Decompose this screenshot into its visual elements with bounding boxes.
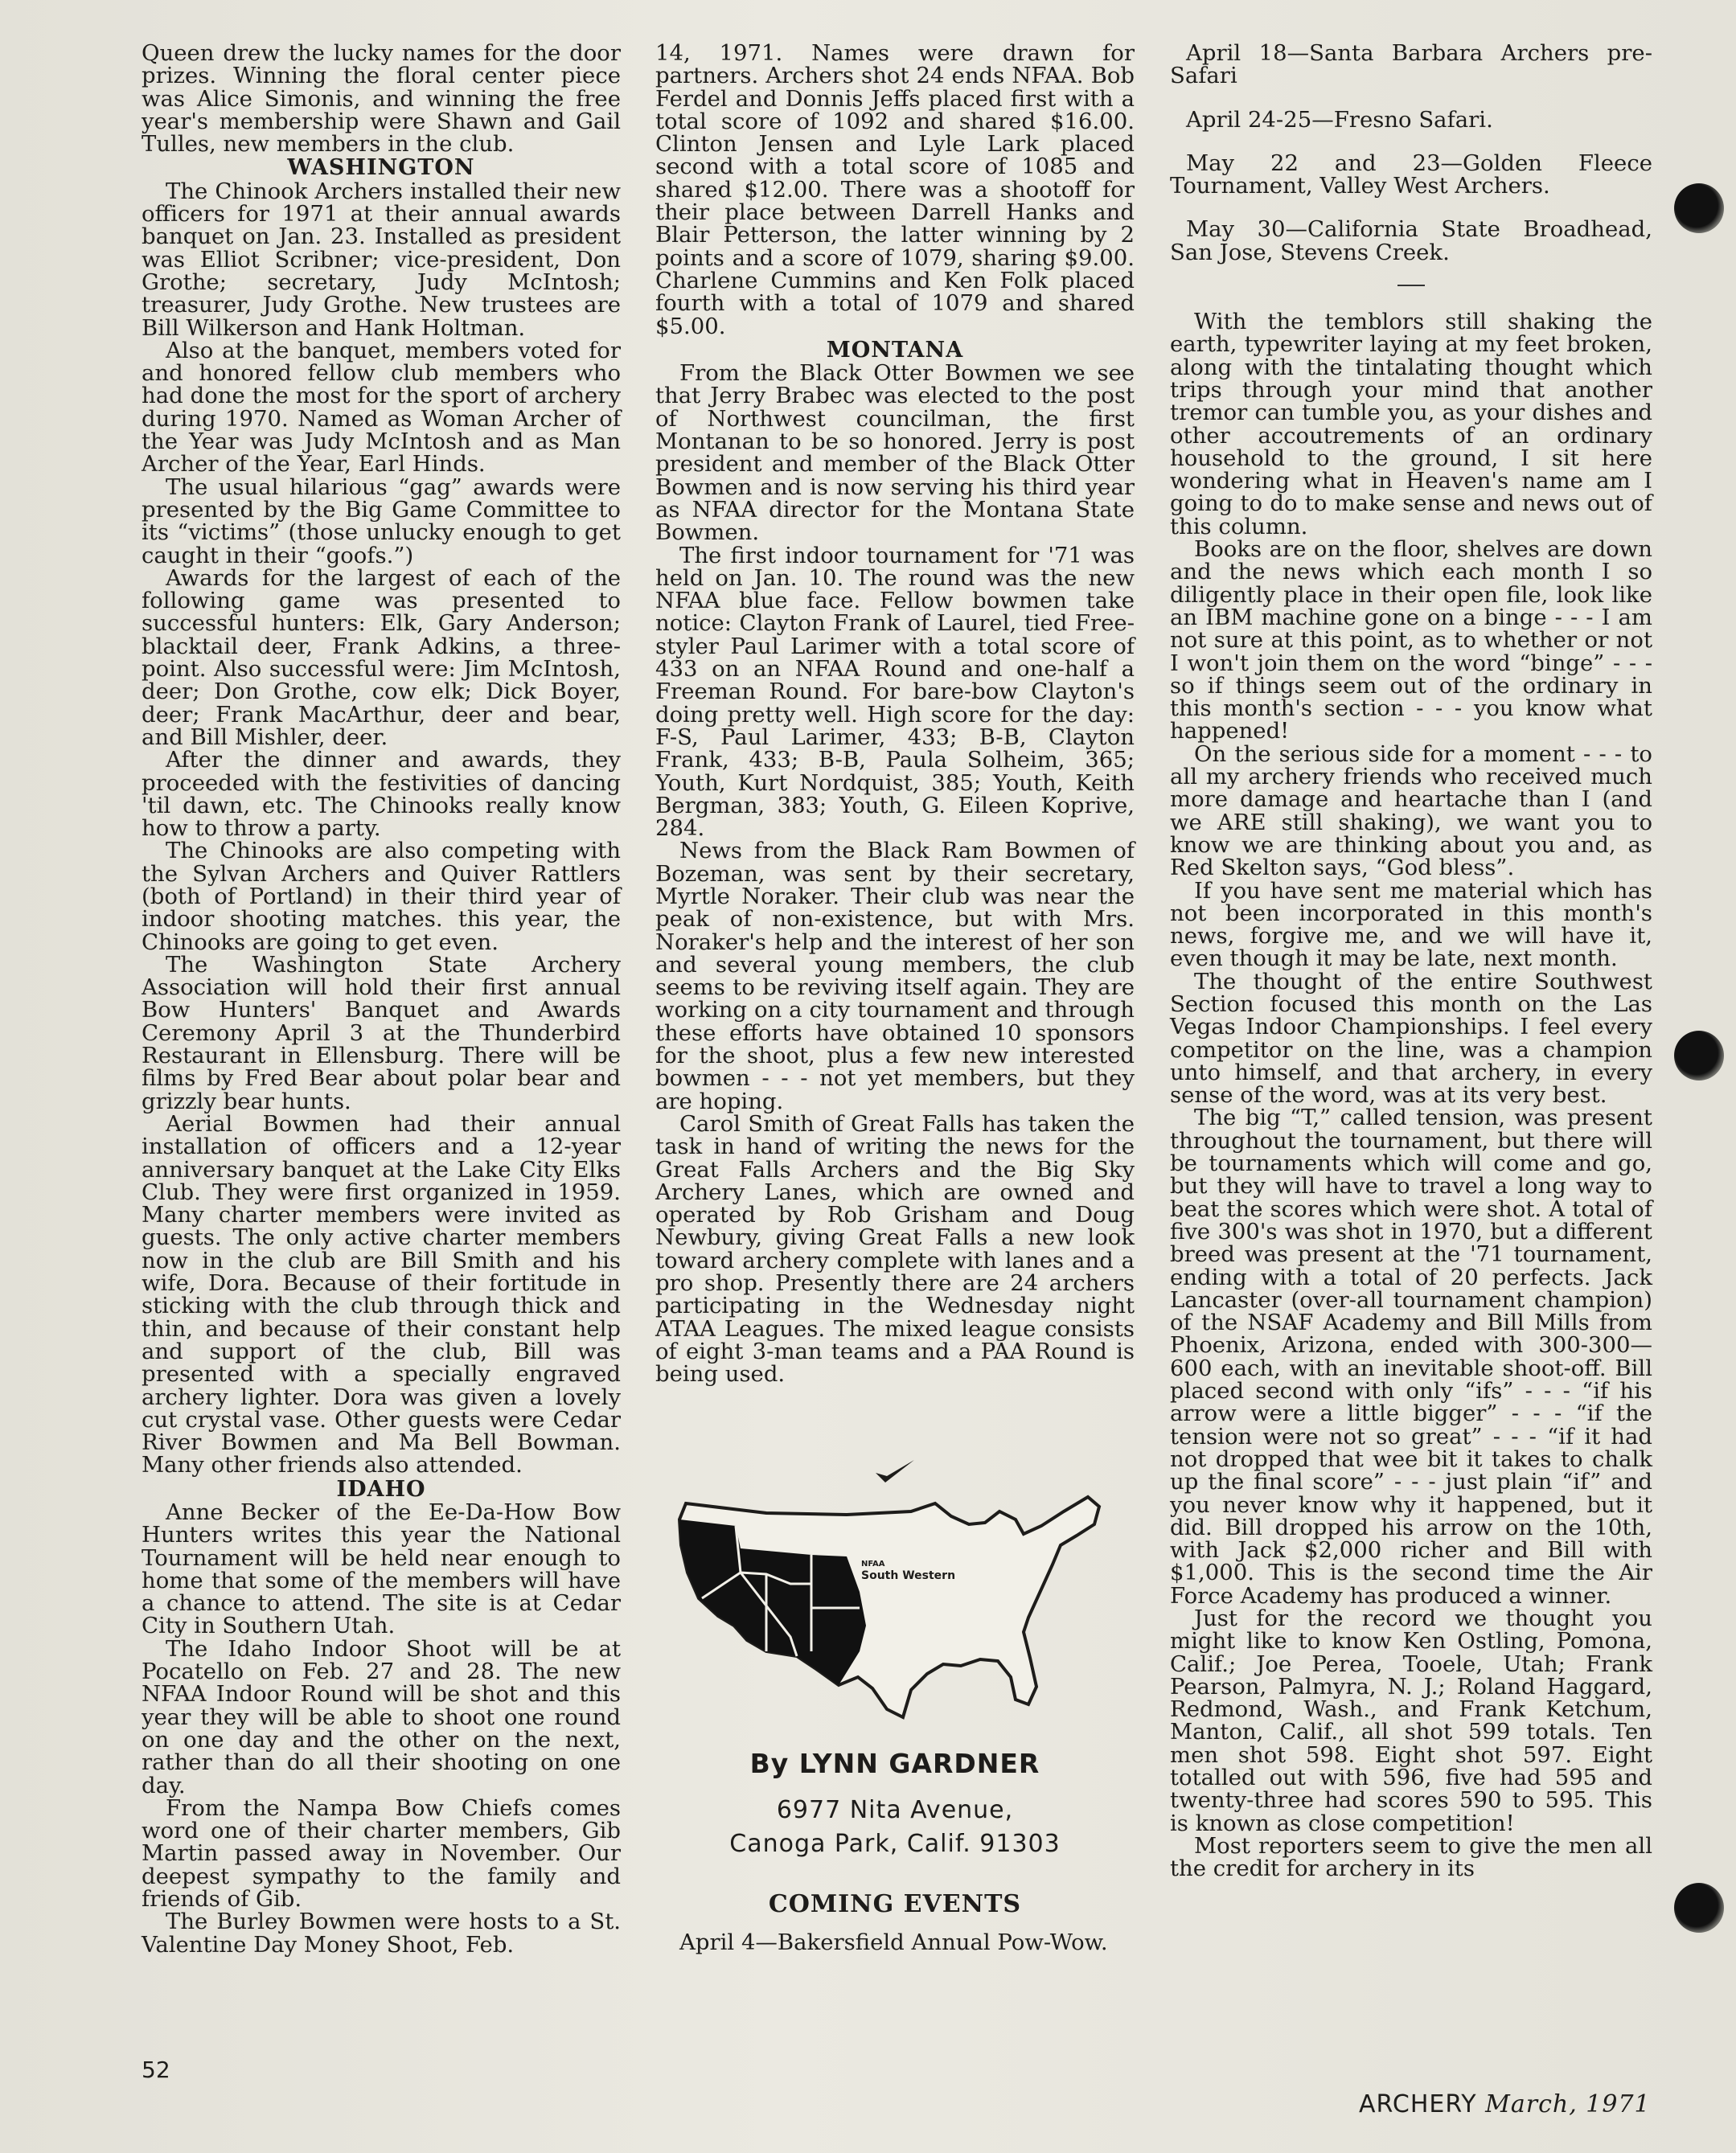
column-2 (655, 42, 1135, 1386)
author-byline: By LYNN GARDNER (749, 1748, 1040, 1779)
map-label-southwestern: South Western (861, 1569, 956, 1582)
section-divider (1397, 285, 1425, 286)
paragraph: 14, 1971. Names were drawn for partners. Archers shot 24 ends NFAA. Bob Ferdel and Donnis Jeffs placed first with a total score of 1092 and shared $16.00. Clinton Jensen and Lyle Lark placed second with a total score of 1085 and shared $12.00. There was a shootoff for their place between Darrell Hanks and Blair Petterson, the latter winning by 2 points and a score of 1079, sharing $9.00. Charlene Cummins and Ken Folk placed fourth with a total of 1079 and shared $5.00. (655, 40, 1135, 339)
paragraph: The Idaho Indoor Shoot will be at Pocatello on Feb. 27 and 28. The new NFAA Indoor Round will be shot and this year they will be able to shoot one round on one day and the other on the next, rather than do all their shooting on one day. (142, 1635, 621, 1798)
paragraph: The Washington State Archery Association will hold their first annual Bow Hunters' Banquet and Awards Ceremony April 3 at the Thunderbird Restaurant in Ellensburg. There will be films by Fred Bear about polar bear and grizzly bear hunts. (142, 951, 621, 1114)
paragraph: Books are on the floor, shelves are down and the news which each month I so diligently place in their open file, look like an IBM machine gone on a binge - - - I am not sure at this point, as to whether or not I won't join them on the word “binge” - - - so if things seem out of the ordinary in this month's section - - - you know what happened! (1170, 536, 1652, 744)
event-item: May 30—California State Broadhead, San Jose, Stevens Creek. (1170, 216, 1652, 265)
author-address (655, 1794, 1135, 1861)
paragraph: News from the Black Ram Bowmen of Bozeman, was sent by their secretary, Myrtle Noraker. Their club was near the peak of non-existence, but with Mrs. Noraker's help and the interest of her son and several young members, the club seems to be reviving itself again. They are working on a city tournament and through these efforts have obtained 10 sponsors for the shoot, plus a few new interested bowmen - - - not yet members, but they are hoping. (655, 838, 1135, 1114)
coming-events-heading: COMING EVENTS (768, 1890, 1022, 1918)
paragraph: The big “T,” called tension, was present throughout the tournament, but there will be tournaments which will come and go, but they will have to travel a long way to beat the scores which were shot. A total of five 300's was shot in 1970, but a different breed was present at the '71 tournament, ending with a total of 20 perfects. Jack Lancaster (over-all tournament champion) of the NSAF Academy and Bill Mills from Phoenix, Arizona, ended with 300-300—600 each, with an inevitable shoot-off. Bill placed second with only “ifs” - - - “if his arrow were a little bigger” - - - “if the tension were not so great” - - - “if it had not dropped that wee bit it takes to chalk up the final score” - - - just plain “if” and you never know why it happened, but it did. Bill dropped his arrow on the 10th, with Jack $2,000 richer and Bill with $1,000. This is the second time the Air Force Academy has produced a winner. (1170, 1105, 1652, 1609)
magazine-name: ARCHERY (1359, 2090, 1477, 2118)
paragraph: The thought of the entire Southwest Section focused this month on the Las Vegas Indoor Championships. I feel every competitor on the line, was a champion unto himself, and that archery, in every sense of the word, was at its very best. (1170, 968, 1652, 1109)
paragraph: The Chinook Archers installed their new officers for 1971 at their annual awards banquet on Jan. 23. Installed as president was Elliot Scribner; vice-president, Don Grothe; secretary, Judy McIntosh; treasurer, Judy Grothe. New trustees are Bill Wilkerson and Hank Holtman. (142, 178, 621, 341)
paragraph: The first indoor tournament for '71 was held on Jan. 10. The round was the new NFAA blue face. Fellow bowmen take notice: Clayton Frank of Laurel, tied Free-styler Paul Larimer with a total score of 433 on an NFAA Round and one-half a Freeman Round. For bare-bow Clayton's doing pretty well. High score for the day: F-S, Paul Larimer, 433; B-B, Clayton Frank, 433; B-B, Paula Solheim, 365; Youth, Kurt Nordquist, 385; Youth, Keith Bergman, 383; Youth, G. Eileen Koprive, 284. (655, 542, 1135, 842)
section-heading-washington: WASHINGTON (287, 155, 475, 181)
address-line: Canoga Park, Calif. 91303 (729, 1830, 1061, 1858)
section-heading-idaho: IDAHO (336, 1476, 426, 1502)
paragraph: Also at the banquet, members voted for and honored fellow club members who had done the most for the sport of archery during 1970. Named as Woman Archer of the Year was Judy McIntosh and as Man Archer of the Year, Earl Hinds. (142, 337, 621, 478)
events-list (1170, 42, 1652, 264)
page-footer (1359, 2090, 1651, 2118)
binder-hole (1674, 183, 1724, 233)
page-number: 52 (142, 2057, 170, 2083)
address-line: 6977 Nita Avenue, (776, 1796, 1014, 1824)
paragraph: Aerial Bowmen had their annual installation of officers and a 12-year anniversary banquet at the Lake City Elks Club. They were first organized in 1959. Many charter members were invited as guests. The only active charter members now in the club are Bill Smith and his wife, Dora. Because of their fortitude in sticking with the club through thick and thin, and because of their constant help and support of the club, Bill was presented with a specially engraved archery lighter. Dora was given a lovely cut crystal vase. Other guests were Cedar River Bowmen and Ma Bell Bowman. Many other friends also attended. (142, 1110, 621, 1478)
column-masthead (655, 1455, 1135, 1954)
paragraph: From the Black Otter Bowmen we see that Jerry Brabec was elected to the post of Northwest councilman, the first Montanan to be so honored. Jerry is post president and member of the Black Otter Bowmen and is now serving his third year as NFAA director for the Montana State Bowmen. (655, 360, 1135, 546)
paragraph: Most reporters seem to give the men all the credit for archery in its (1170, 1832, 1652, 1882)
column-3 (1170, 42, 1652, 1880)
map-label-nfaa: NFAA (861, 1560, 885, 1569)
event-item: April 24-25—Fresno Safari. (1186, 106, 1493, 133)
us-map-southwest-region (670, 1487, 1120, 1729)
paragraph: Anne Becker of the Ee-Da-How Bow Hunters writes this year the National Tournament will be held near enough to home that some of the members will have a chance to attend. The site is at Cedar City in Southern Utah. (142, 1499, 621, 1639)
section-heading-montana: MONTANA (826, 337, 964, 363)
column-1 (142, 42, 621, 1956)
paragraph: Just for the record we thought you might like to know Ken Ostling, Pomona, Calif.; Joe Perea, Tooele, Utah; Frank Pearson, Palmyra, N. J.; Roland Haggard, Redmond, Wash., and Frank Ketchum, Manton, Calif., all shot 599 totals. Ten men shot 598. Eight shot 597. Eight totalled out with 596, five had 595 and twenty-three had scores 590 to 595. This is known as close competition! (1170, 1606, 1652, 1836)
binder-hole (1674, 1031, 1724, 1081)
paragraph: The Chinooks are also competing with the Sylvan Archers and Quiver Rattlers (both of Portland) in their third year of indoor shooting matches. this year, the Chinooks are going to get even. (142, 838, 621, 955)
checkmark-icon (871, 1455, 919, 1487)
paragraph: Carol Smith of Great Falls has taken the task in hand of writing the news for the Great Falls Archers and the Big Sky Archery Lanes, which are owned and operated by Rob Grisham and Doug Newbury, giving Great Falls a new look toward archery complete with lanes and a pro shop. Presently there are 24 archers participating in the Wednesday night ATAA Leagues. The mixed league consists of eight 3-man teams and a PAA Round is being used. (655, 1110, 1135, 1388)
paragraph: The usual hilarious “gag” awards were presented by the Big Game Committee to its “victims” (those unlucky enough to get caught in their “goofs.”) (142, 474, 621, 568)
paragraph: Queen drew the lucky names for the door prizes. Winning the floral center piece was Alice Simonis, and winning the free year's membership were Shawn and Gail Tulles, new members in the club. (142, 40, 621, 158)
paragraph: With the temblors still shaking the earth, typewriter laying at my feet broken, along with the tintalating thought which trips through your mind that another tremor can tumble you, as your dishes and other accoutrements of an ordinary household to the ground, I sit here wondering what in Heaven's name am I going to do to make sense and news out of this column. (1170, 309, 1652, 539)
paragraph: If you have sent me material which has not been incorporated in this month's news, forgive me, and we will have it, even though it may be late, next month. (1170, 877, 1652, 972)
paragraph: After the dinner and awards, they proceeded with the festivities of dancing 'til dawn, etc. The Chinooks really know how to throw a party. (142, 747, 621, 842)
event-item: April 4—Bakersfield Annual Pow-Wow. (679, 1929, 1108, 1955)
issue-date: March, 1971 (1485, 2090, 1651, 2118)
event-item: April 18—Santa Barbara Archers pre-Safari (1170, 40, 1652, 89)
paragraph: On the serious side for a moment - - - to all my archery friends who received much more damage and heartache than I (and we ARE still shaking), we want you to know we are thinking about you and, as Red Skelton says, “God bless”. (1170, 740, 1652, 881)
event-item: May 22 and 23—Golden Fleece Tournament, Valley West Archers. (1170, 150, 1652, 199)
paragraph: The Burley Bowmen were hosts to a St. Valentine Day Money Shoot, Feb. (142, 1909, 621, 1958)
binder-hole (1674, 1883, 1724, 1933)
paragraph: From the Nampa Bow Chiefs comes word one of their charter members, Gib Martin passed away in November. Our deepest sympathy to the family and friends of Gib. (142, 1794, 621, 1913)
paragraph: Awards for the largest of each of the following game was presented to successful hunters: Elk, Gary Anderson; blacktail deer, Frank Adkins, a three-point. Also successful were: Jim McIntosh, deer; Don Grothe, cow elk; Dick Boyer, deer; Frank MacArthur, deer and bear, and Bill Mishler, deer. (142, 564, 621, 750)
